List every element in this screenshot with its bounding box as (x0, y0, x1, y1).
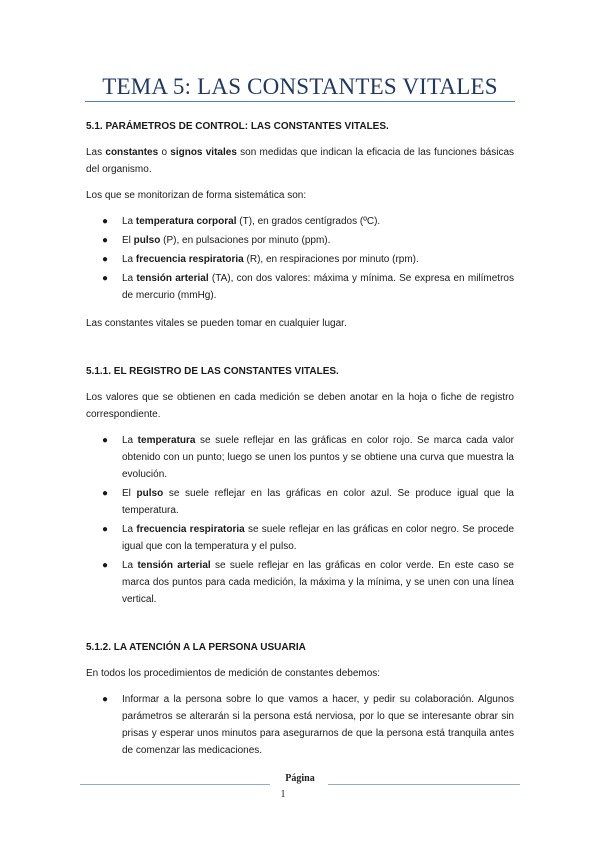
section-heading-5-1-1: 5.1.1. EL REGISTRO DE LAS CONSTANTES VITALES. (86, 366, 339, 377)
list-item: ● La frecuencia respiratoria (R), en respiraciones por minuto (rpm). (86, 251, 514, 268)
bullet-icon: ● (102, 216, 109, 227)
page-title: TEMA 5: LAS CONSTANTES VITALES (102, 74, 498, 99)
list-item: ● El pulso (P), en pulsaciones por minuto (ppm). (86, 232, 514, 249)
bullet-icon: ● (102, 254, 109, 265)
section-heading-5-1-2: 5.1.2. LA ATENCIÓN A LA PERSONA USUARIA (86, 642, 306, 653)
section-heading-5-1: 5.1. PARÁMETROS DE CONTROL: LAS CONSTANTES VITALES. (86, 121, 389, 132)
list-item: ● La temperatura corporal (T), en grados centígrados (ºC). (86, 213, 514, 230)
section-5-1-lead: Los que se monitorizan de forma sistemática son: (86, 190, 307, 201)
section-5-1-1-intro: Los valores que se obtienen en cada medición se deben anotar en la hoja o fiche de registro correspondiente. (86, 392, 514, 420)
registro-list (86, 432, 514, 608)
footer-page-label: Página (285, 773, 315, 784)
list-item: ● La frecuencia respiratoria se suele reflejar en las gráficas en color negro. Se procede igual que con la temperatura y el pulso. (86, 521, 514, 555)
bullet-icon: ● (102, 524, 109, 535)
title-underline (85, 101, 515, 102)
bullet-icon: ● (102, 488, 109, 499)
list-item: ● Informar a la persona sobre lo que vamos a hacer, y pedir su colaboración. Algunos parámetros se alterarán si la persona está nerviosa, por lo que se interesante obrar sin prisas y esperar unos minutos para asegurarnos de que la persona está tranquila antes de comenzar las medicaciones. (86, 691, 514, 759)
list-item: ● El pulso se suele reflejar en las gráficas en color azul. Se produce igual que la temperatura. (86, 485, 514, 519)
bullet-icon: ● (102, 694, 109, 705)
list-item: ● La temperatura se suele reflejar en las gráficas en color rojo. Se marca cada valor obtenido con un punto; luego se unen los puntos y se obtiene una curva que muestra la evolución. (86, 432, 514, 483)
footer-rule-right (328, 784, 520, 785)
atencion-list (86, 691, 514, 759)
footer-page-number: 1 (280, 789, 286, 800)
bullet-icon: ● (102, 435, 109, 446)
list-item: ● La tensión arterial se suele reflejar en las gráficas en color verde. En este caso se marca dos puntos para cada medición, la máxima y la mínima, y se unen con una línea vertical. (86, 557, 514, 608)
section-5-1-closing: Las constantes vitales se pueden tomar en cualquier lugar. (86, 318, 347, 329)
bullet-icon: ● (102, 273, 109, 284)
vital-signs-list (86, 213, 514, 304)
bullet-icon: ● (102, 560, 109, 571)
bullet-icon: ● (102, 235, 109, 246)
section-5-1-intro: Las constantes o signos vitales son medidas que indican la eficacia de las funciones básicas del organismo. (86, 147, 515, 175)
section-5-1-2-intro: En todos los procedimientos de medición de constantes debemos: (86, 668, 381, 679)
footer-rule-left (80, 784, 270, 785)
list-item: ● La tensión arterial (TA), con dos valores: máxima y mínima. Se expresa en milímetros de mercurio (mmHg). (86, 270, 514, 304)
page-content (86, 118, 514, 761)
